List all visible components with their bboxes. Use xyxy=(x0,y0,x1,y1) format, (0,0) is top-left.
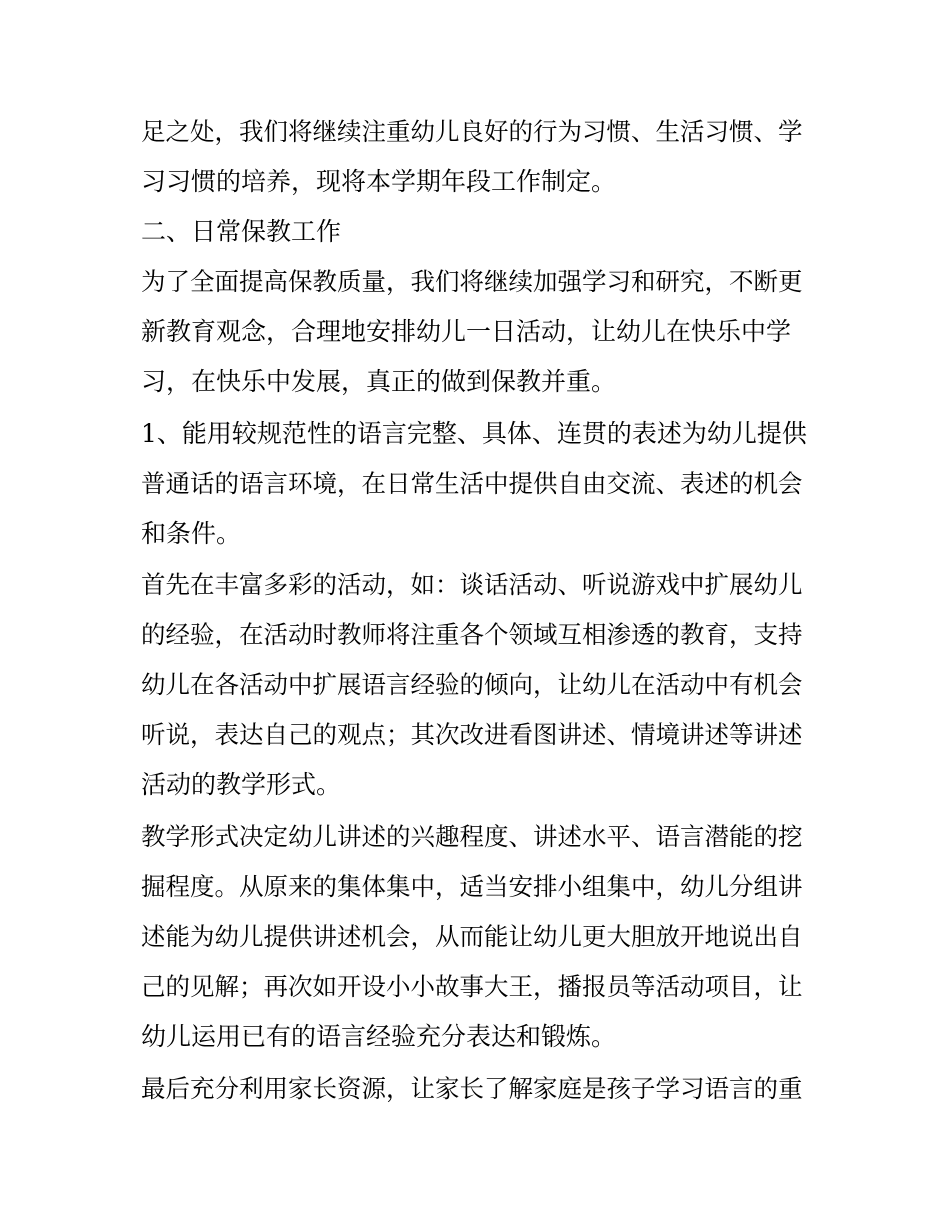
text-line: 述能为幼儿提供讲述机会，从而能让幼儿更大胆放开地说出自 xyxy=(141,922,803,951)
text-line: 足之处，我们将继续注重幼儿良好的行为习惯、生活习惯、学 xyxy=(141,117,803,146)
text-line: 的经验，在活动时教师将注重各个领域互相渗透的教育，支持 xyxy=(141,620,803,649)
text-line: 己的见解；再次如开设小小故事大王，播报员等活动项目，让 xyxy=(141,972,803,1001)
section-heading: 二、日常保教工作 xyxy=(141,217,342,246)
text-line: 听说，表达自己的观点；其次改进看图讲述、情境讲述等讲述 xyxy=(141,720,803,749)
text-line: 和条件。 xyxy=(141,519,242,548)
text-line: 普通话的语言环境，在日常生活中提供自由交流、表述的机会 xyxy=(141,469,803,498)
text-line: 幼儿运用已有的语言经验充分表达和锻炼。 xyxy=(141,1022,617,1051)
text-line: 教学形式决定幼儿讲述的兴趣程度、讲述水平、语言潜能的挖 xyxy=(141,822,803,851)
text-line: 1、能用较规范性的语言完整、具体、连贯的表述为幼儿提供 xyxy=(141,419,807,448)
text-line: 新教育观念，合理地安排幼儿一日活动，让幼儿在快乐中学 xyxy=(141,317,792,346)
text-line: 习习惯的培养，现将本学期年段工作制定。 xyxy=(141,167,617,196)
text-line: 最后充分利用家长资源，让家长了解家庭是孩子学习语言的重 xyxy=(141,1074,803,1103)
text-line: 习，在快乐中发展，真正的做到保教并重。 xyxy=(141,367,617,396)
text-line: 幼儿在各活动中扩展语言经验的倾向，让幼儿在活动中有机会 xyxy=(141,670,803,699)
text-line: 掘程度。从原来的集体集中，适当安排小组集中，幼儿分组讲 xyxy=(141,872,803,901)
text-line: 首先在丰富多彩的活动，如：谈话活动、听说游戏中扩展幼儿 xyxy=(141,570,803,599)
text-line: 为了全面提高保教质量，我们将继续加强学习和研究，不断更 xyxy=(141,267,803,296)
text-line: 活动的教学形式。 xyxy=(141,770,342,799)
